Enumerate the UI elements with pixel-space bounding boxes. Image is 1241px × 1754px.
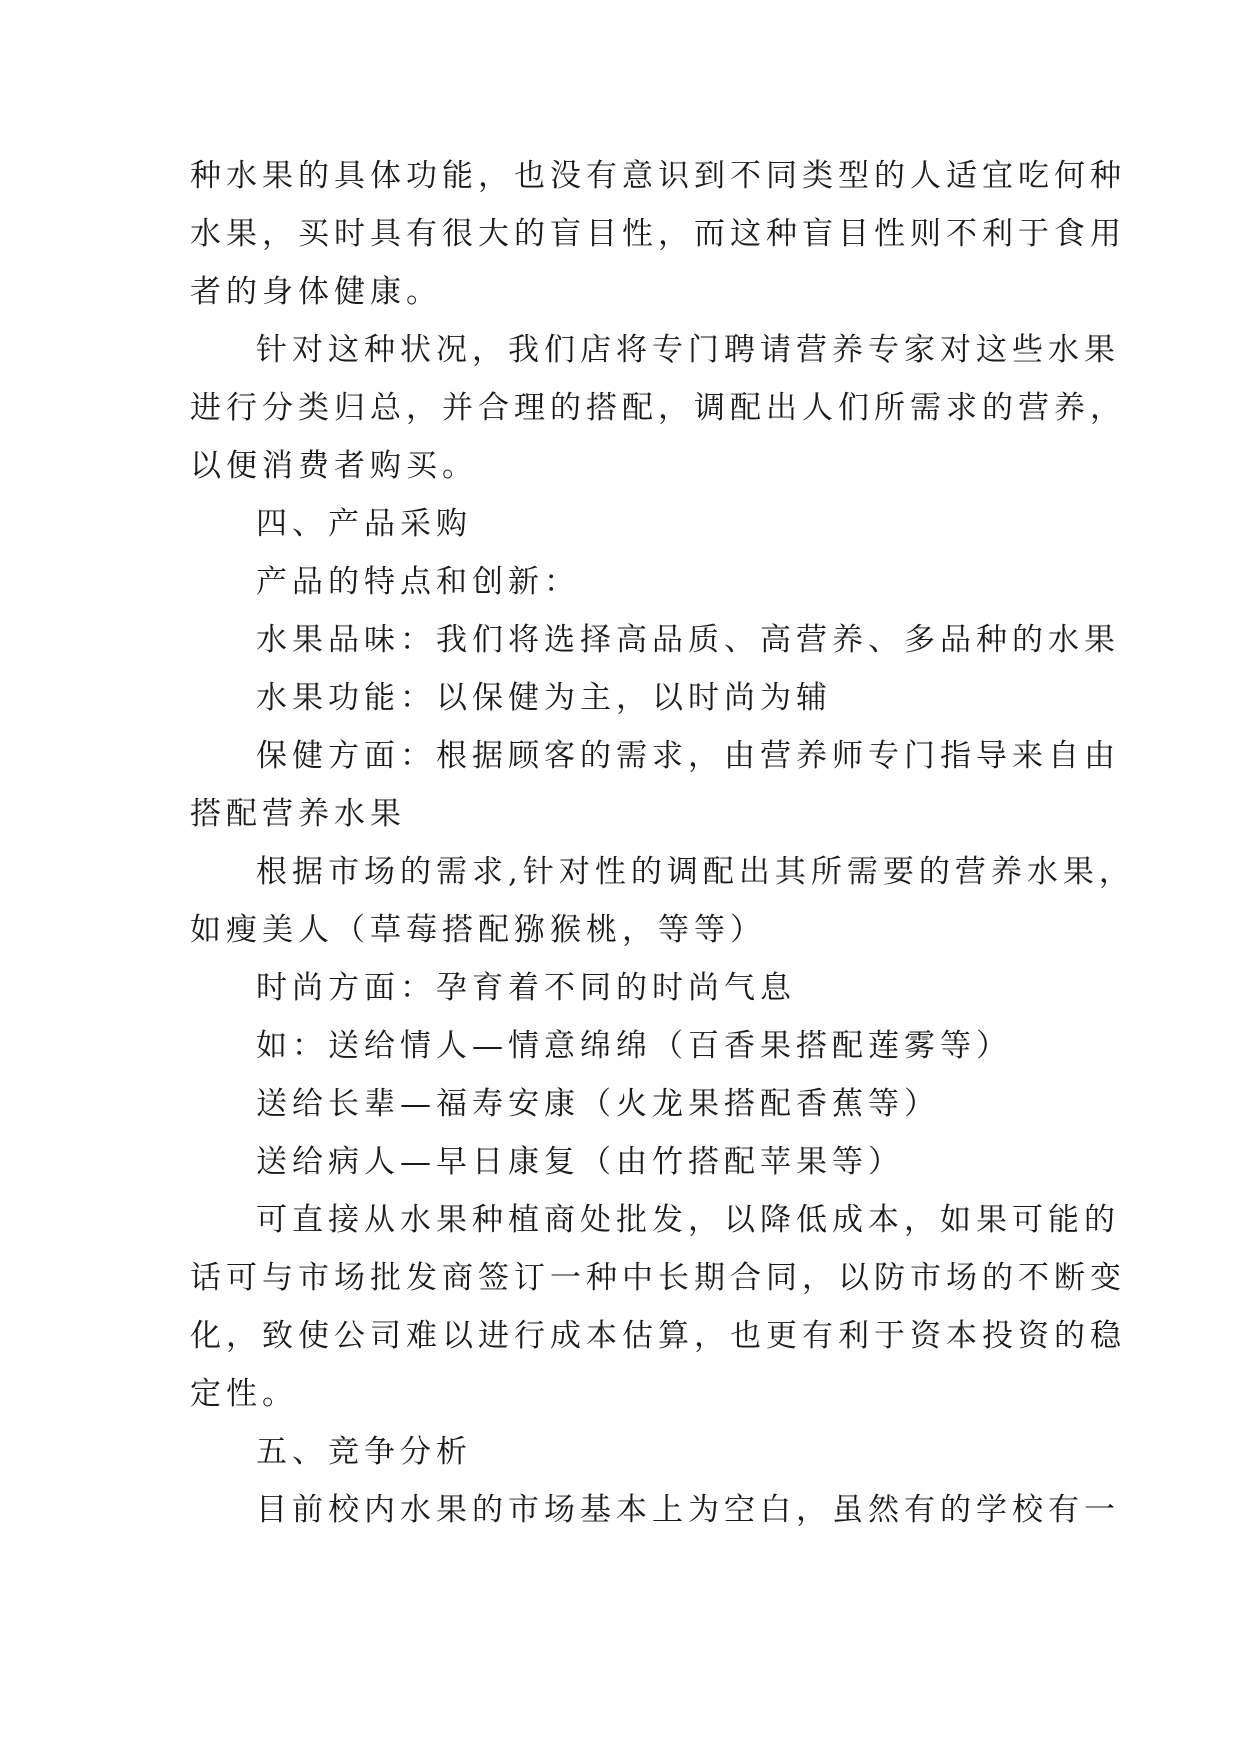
text-line: 水果品味：我们将选择高品质、高营养、多品种的水果 xyxy=(256,622,1120,658)
text-line: 目前校内水果的市场基本上为空白，虽然有的学校有一 xyxy=(256,1492,1120,1528)
text-line: 种水果的具体功能，也没有意识到不同类型的人适宜吃何种 xyxy=(190,158,1126,194)
text-line: 针对这种状况，我们店将专门聘请营养专家对这些水果 xyxy=(256,332,1120,368)
text-line: 水果，买时具有很大的盲目性，而这种盲目性则不利于食用 xyxy=(190,216,1126,252)
text-line: 时尚方面：孕育着不同的时尚气息 xyxy=(256,970,796,1006)
text-line: 产品的特点和创新： xyxy=(256,564,580,600)
text-line: 水果功能：以保健为主，以时尚为辅 xyxy=(256,680,832,716)
text-line: 如：送给情人—情意绵绵（百香果搭配莲雾等） xyxy=(256,1028,1012,1064)
text-line: 定性。 xyxy=(190,1376,298,1412)
text-line: 送给长辈—福寿安康（火龙果搭配香蕉等） xyxy=(256,1086,940,1122)
text-line: 以便消费者购买。 xyxy=(190,448,478,484)
text-line: 保健方面：根据顾客的需求，由营养师专门指导来自由 xyxy=(256,738,1120,774)
text-line: 进行分类归总，并合理的搭配，调配出人们所需求的营养， xyxy=(190,390,1126,426)
text-line: 根据市场的需求,针对性的调配出其所需要的营养水果， xyxy=(256,854,1135,890)
section-heading: 五、竞争分析 xyxy=(256,1434,472,1470)
text-line: 送给病人—早日康复（由竹搭配苹果等） xyxy=(256,1144,904,1180)
section-heading: 四、产品采购 xyxy=(256,506,472,542)
text-line: 如瘦美人（草莓搭配猕猴桃，等等） xyxy=(190,912,766,948)
text-line: 者的身体健康。 xyxy=(190,274,442,310)
text-line: 可直接从水果种植商处批发，以降低成本，如果可能的 xyxy=(256,1202,1120,1238)
text-line: 搭配营养水果 xyxy=(190,796,406,832)
text-line: 化，致使公司难以进行成本估算，也更有利于资本投资的稳 xyxy=(190,1318,1126,1354)
text-line: 话可与市场批发商签订一种中长期合同，以防市场的不断变 xyxy=(190,1260,1126,1296)
